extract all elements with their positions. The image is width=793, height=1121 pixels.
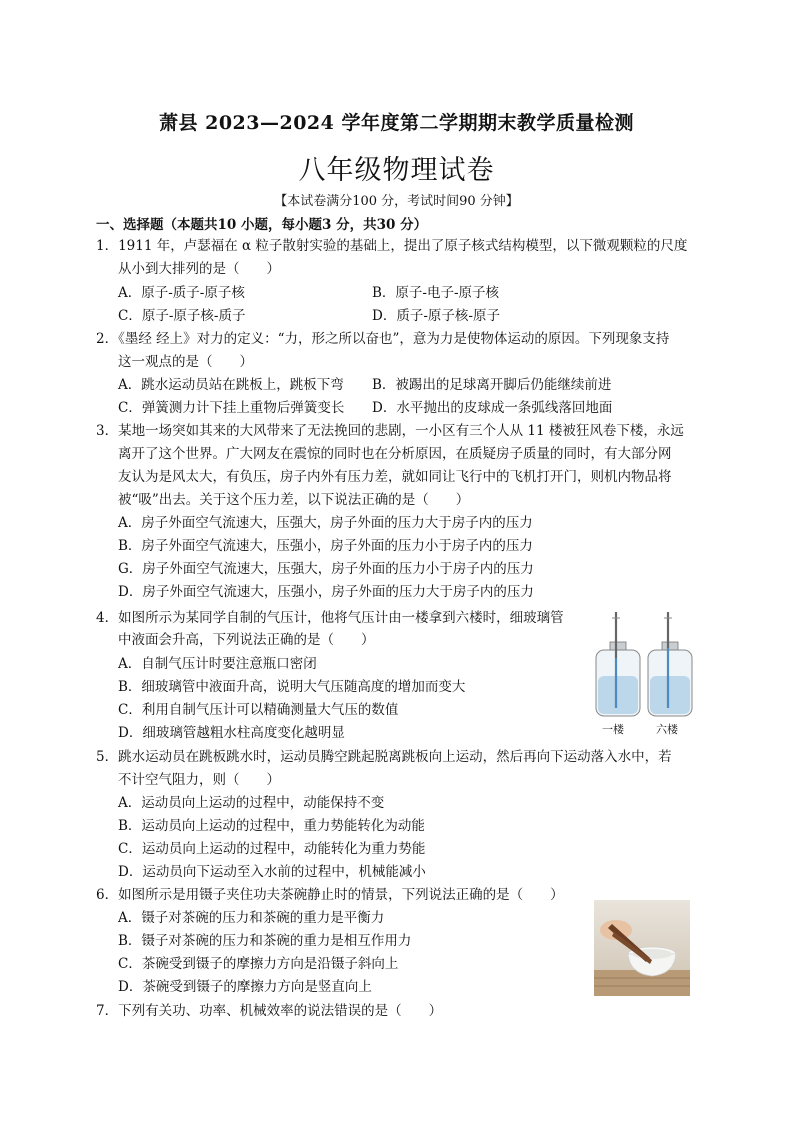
q6-option-c: C．茶碗受到镊子的摩擦力方向是沿镊子斜向上 <box>118 956 399 972</box>
q2-stem-cont: 这一观点的是（ ） <box>118 354 253 370</box>
q3-option-a: A．房子外面空气流速大，压强大，房子外面的压力大于房子内的压力 <box>118 515 533 531</box>
q6-option-d: D．茶碗受到镊子的摩擦力方向是竖直向上 <box>118 979 372 995</box>
q3-stem-cont-3: 被“吸”出去。关于这个压力差，以下说法正确的是（ ） <box>118 492 470 508</box>
q3-option-d: D．房子外面空气流速大，压强小，房子外面的压力大于房子内的压力 <box>118 584 534 600</box>
exam-title: 萧县 2023—2024 学年度第二学期期末教学质量检测 <box>159 112 634 134</box>
fig-label-sixth-floor: 六楼 <box>656 723 678 736</box>
tea-cup-photo <box>594 900 690 996</box>
q5-stem-cont: 不计空气阻力，则（ ） <box>118 772 280 788</box>
q1-option-d: D．质子-原子核-原子 <box>372 308 500 324</box>
q2-stem: 2．《墨经 经上》对力的定义：“力，形之所以奋也”，意为力是使物体运动的原因。下列现象支持 <box>96 331 670 347</box>
exam-subtitle: 八年级物理试卷 <box>298 155 495 186</box>
barometer-bottles-illustration <box>590 608 700 736</box>
q2-option-c: C．弹簧测力计下挂上重物后弹簧变长 <box>118 400 345 416</box>
q7-stem: 7．下列有关功、功率、机械效率的说法错误的是（ ） <box>96 1003 443 1019</box>
bottle-sixth-floor <box>648 612 692 716</box>
q4-stem: 4．如图所示为某同学自制的气压计，他将气压计由一楼拿到六楼时，细玻璃管 <box>96 610 564 626</box>
q3-stem-cont-2: 友认为是风太大，有负压，房子内外有压力差，就如同让飞行中的飞机打开门，则机内物品将 <box>118 469 672 485</box>
q4-option-d: D．细玻璃管越粗水柱高度变化越明显 <box>118 725 345 741</box>
q4-option-b: B．细玻璃管中液面升高，说明大气压随高度的增加而变大 <box>118 679 466 695</box>
tweezers-teacup-illustration <box>594 900 690 996</box>
q2-option-b: B．被踢出的足球离开脚后仍能继续前进 <box>372 377 612 393</box>
bottle-first-floor <box>596 612 640 716</box>
q6-option-a: A．镊子对茶碗的压力和茶碗的重力是平衡力 <box>118 910 385 926</box>
q4-option-a: A．自制气压计时要注意瓶口密闭 <box>118 656 317 672</box>
q2-option-a: A．跳水运动员站在跳板上，跳板下弯 <box>118 377 344 393</box>
exam-note: 【本试卷满分100 分，考试时间90 分钟】 <box>274 194 519 209</box>
q6-option-b: B．镊子对茶碗的压力和茶碗的重力是相互作用力 <box>118 933 412 949</box>
q3-option-b: B．房子外面空气流速大，压强小，房子外面的压力小于房子内的压力 <box>118 538 533 554</box>
q4-stem-cont: 中液面会升高，下列说法正确的是（ ） <box>118 632 375 648</box>
q5-option-d: D．运动员向下运动至入水前的过程中，机械能减小 <box>118 864 426 880</box>
q1-stem-cont: 从小到大排列的是（ ） <box>118 261 280 277</box>
fig-label-first-floor: 一楼 <box>602 723 624 736</box>
q5-stem: 5．跳水运动员在跳板跳水时，运动员腾空跳起脱离跳板向上运动，然后再向下运动落入水中，若 <box>96 749 672 765</box>
q1-stem: 1．1911 年，卢瑟福在 α 粒子散射实验的基础上，提出了原子核式结构模型，以下微观颗粒的尺度 <box>96 238 688 254</box>
q6-stem: 6．如图所示是用镊子夹住功夫茶碗静止时的情景，下列说法正确的是（ ） <box>96 887 564 903</box>
q5-option-c: C．运动员向上运动的过程中，动能转化为重力势能 <box>118 841 426 857</box>
q4-option-c: C．利用自制气压计可以精确测量大气压的数值 <box>118 702 399 718</box>
q3-option-c: G．房子外面空气流速大，压强大，房子外面的压力小于房子内的压力 <box>118 561 534 577</box>
q3-stem-cont-1: 离开了这个世界。广大网友在震惊的同时也在分析原因，在质疑房子质量的同时，有大部分网 <box>118 446 672 462</box>
q1-option-a: A．原子-质子-原子核 <box>118 285 245 301</box>
q2-option-d: D．水平抛出的皮球成一条弧线落回地面 <box>372 400 613 416</box>
q1-option-c: C．原子-原子核-质子 <box>118 308 246 324</box>
q5-option-a: A．运动员向上运动的过程中，动能保持不变 <box>118 795 385 811</box>
barometer-figure <box>590 608 700 736</box>
section-heading: 一、选择题（本题共10 小题，每小题3 分，共30 分） <box>96 217 428 233</box>
q1-option-b: B．原子-电子-原子核 <box>372 285 500 301</box>
q3-stem: 3．某地一场突如其来的大风带来了无法挽回的悲剧，一小区有三个人从 11 楼被狂风卷下楼，永远 <box>96 423 684 439</box>
q5-option-b: B．运动员向上运动的过程中，重力势能转化为动能 <box>118 818 425 834</box>
